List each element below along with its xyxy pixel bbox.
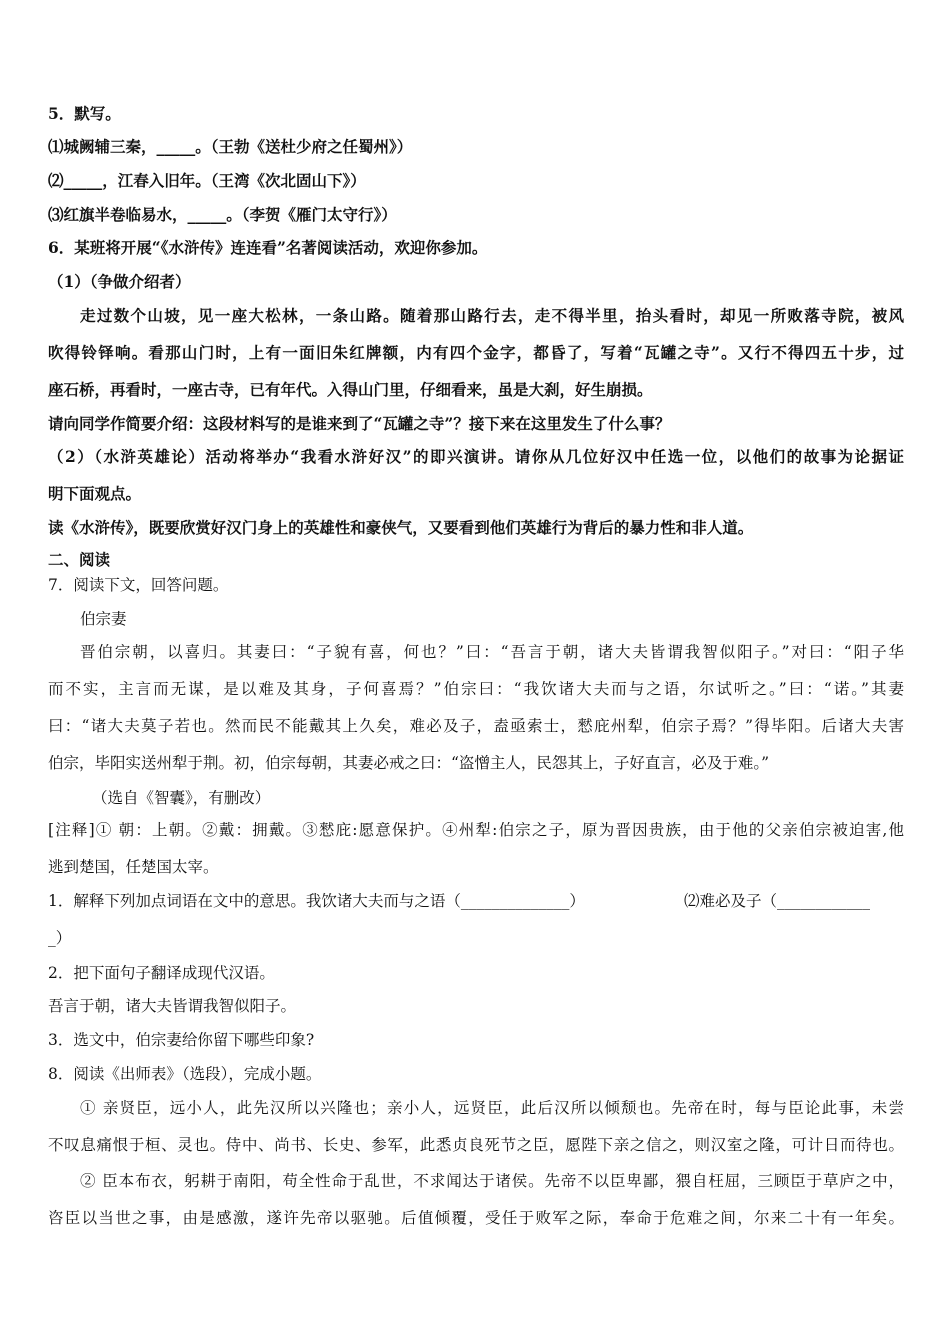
q7-sub3: 3．选文中，伯宗妻给你留下哪些印象? xyxy=(48,1031,315,1049)
q7-sub1-part2: ⑵难必及子（____________ xyxy=(684,892,871,910)
q7-notes-line: [注释]① 朝：上朝。②戴：拥戴。③憖庇:愿意保护。④州犁:伯宗之子，原为晋因贵族，由于他的父亲伯宗被迫害,他 xyxy=(48,821,904,839)
q8-para1-line: 不叹息痛恨于桓、灵也。侍中、尚书、长史、参军，此悉贞良死节之臣，愿陛下亲之信之，则汉室之隆，可计日而待也。 xyxy=(48,1136,904,1154)
q6-part2-line: （2）（水浒英雄论）活动将举办“我看水浒好汉”的即兴演讲。请你从几位好汉中任选一位，以他们的故事为论据证 xyxy=(48,447,904,466)
q8-para2-line: ② 臣本布衣，躬耕于南阳，苟全性命于乱世，不求闻达于诸侯。先帝不以臣卑鄙，猥自枉屈，三顾臣于草庐之中， xyxy=(80,1172,904,1190)
q6-passage-line: 座石桥，再看时，一座古寺，已有年代。入得山门里，仔细看来，虽是大刹，好生崩损。 xyxy=(48,380,653,399)
q5-item-1: ⑴城阙辅三秦，_____。（王勃《送杜少府之任蜀州》） xyxy=(48,137,413,156)
q8-para2-line: 咨臣以当世之事，由是感激，遂许先帝以驱驰。后值倾覆，受任于败军之际，奉命于危难之间，尔来二十有一年矣。 xyxy=(48,1209,904,1227)
q7-passage-line: 而不实，主言而无谋，是以难及其身，子何喜焉？”伯宗曰：“我饮诸大夫而与之语，尔试听之。”曰：“诺。”其妻 xyxy=(48,680,904,698)
q6-part2-line: 明下面观点。 xyxy=(48,484,142,503)
q7-passage-line: 曰：“诸大夫莫子若也。然而民不能戴其上久矣，难必及子，盍亟索士，憖庇州犁，伯宗子焉？”得毕阳。后诸大夫害 xyxy=(48,717,904,735)
q6-viewpoint: 读《水浒传》，既要欣赏好汉门身上的英雄性和豪侠气，又要看到他们英雄行为背后的暴力性和非人道。 xyxy=(48,518,754,537)
q8-para1-line: ① 亲贤臣，远小人，此先汉所以兴隆也；亲小人，远贤臣，此后汉所以倾颓也。先帝在时，每与臣论此事，未尝 xyxy=(80,1099,904,1117)
section-heading-reading: 二、阅读 xyxy=(48,550,111,569)
q7-passage-line: 晋伯宗朝，以喜归。其妻曰：“子貌有喜，何也？”曰：“吾言于朝，诸大夫皆谓我智似阳子。”对曰：“阳子华 xyxy=(80,643,904,661)
q7-sub1-tail: _） xyxy=(48,929,72,947)
q6-passage-line: 吹得铃铎响。看那山门时，上有一面旧朱红牌额，内有四个金字，都昏了，写着“瓦罐之寺”。又行不得四五十步，过 xyxy=(48,343,904,362)
q5-item-3: ⑶红旗半卷临易水，_____。（李贺《雁门太守行》） xyxy=(48,205,397,224)
q7-passage-line: 伯宗，毕阳实送州犁于荆。初，伯宗每朝，其妻必戒之曰：“盗憎主人，民怨其上，子好直言，必及于难。” xyxy=(48,754,770,772)
q7-sub2-sentence: 吾言于朝，诸大夫皆谓我智似阳子。 xyxy=(48,997,297,1015)
q6-part1-question: 请向同学作简要介绍：这段材料写的是谁来到了“瓦罐之寺”？接下来在这里发生了什么事？ xyxy=(48,414,671,433)
q5-title: 5．默写。 xyxy=(48,104,121,123)
q6-part1-label: （1）（争做介绍者） xyxy=(48,272,191,291)
q7-passage-title: 伯宗妻 xyxy=(80,610,127,628)
q7-sub2: 2．把下面句子翻译成现代汉语。 xyxy=(48,964,275,982)
q7-notes-line: 逃到楚国，任楚国太宰。 xyxy=(48,858,219,876)
q7-source: （选自《智囊》，有删改） xyxy=(92,789,271,807)
q6-title: 6．某班将开展“《水浒传》连连看”名著阅读活动，欢迎你参加。 xyxy=(48,238,488,257)
q7-sub1: 1．解释下列加点词语在文中的意思。我饮诸大夫而与之语（______________） xyxy=(48,892,585,910)
q7-title: 7．阅读下文，回答问题。 xyxy=(48,576,229,594)
q5-item-2: ⑵_____，江春入旧年。（王湾《次北固山下》） xyxy=(48,171,366,190)
q6-passage-line: 走过数个山坡，见一座大松林，一条山路。随着那山路行去，走不得半里，抬头看时，却见一所败落寺院，被风 xyxy=(80,306,904,325)
q8-title: 8．阅读《出师表》（选段），完成小题。 xyxy=(48,1065,322,1083)
